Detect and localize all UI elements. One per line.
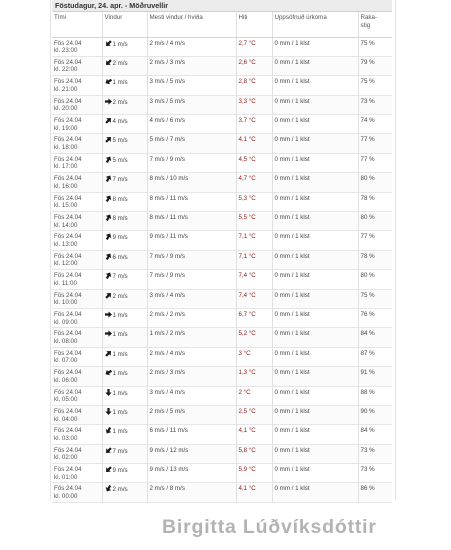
gust-cell: 7 m/s / 9 m/s [147, 270, 236, 289]
table-row [52, 308, 392, 327]
table-row [52, 95, 392, 114]
humidity-cell: 78 % [358, 192, 392, 211]
table-row [52, 367, 392, 386]
table-row [52, 231, 392, 250]
wind-direction-arrow-icon [103, 484, 113, 494]
precipitation-cell: 0 mm / 1 klst [272, 386, 358, 405]
time-cell: Fös 24.04 kl. 21:00 [54, 78, 82, 93]
precipitation-cell: 0 mm / 1 klst [272, 192, 358, 211]
humidity-cell: 80 % [358, 270, 392, 289]
table-row [52, 405, 392, 424]
gust-cell: 9 m/s / 13 m/s [147, 464, 236, 483]
wind-direction-arrow-icon [103, 213, 113, 223]
gust-cell: 8 m/s / 11 m/s [147, 192, 236, 211]
wind-cell [102, 173, 147, 192]
wind-direction-arrow-icon [103, 116, 113, 126]
humidity-cell: 78 % [358, 250, 392, 269]
humidity-cell: 91 % [358, 367, 392, 386]
wind-direction-arrow-icon [105, 98, 112, 105]
time-cell: Fös 24.04 kl. 05:00 [54, 388, 82, 404]
wind-speed-value: 4 m/s [112, 118, 128, 126]
gust-cell: 3 m/s / 5 m/s [147, 76, 236, 95]
gust-cell: 7 m/s / 9 m/s [147, 250, 236, 269]
wind-direction-arrow-icon [103, 38, 113, 48]
wind-direction-arrow-icon [103, 155, 113, 165]
temperature-cell: 5,2 °C [236, 328, 272, 347]
time-cell: Fös 24.04 kl. 18:00 [54, 136, 82, 152]
wind-cell [102, 328, 147, 347]
temperature-cell: 4,1 °C [236, 425, 272, 444]
time-cell: Fös 24.04 kl. 23:00 [54, 39, 82, 55]
gust-cell: 2 m/s / 3 m/s [147, 367, 236, 386]
wind-direction-arrow-icon [103, 232, 113, 242]
time-cell: Fös 24.04 kl. 03:00 [54, 427, 82, 442]
gust-cell: 9 m/s / 12 m/s [147, 444, 236, 463]
table-row [52, 483, 392, 502]
wind-cell [102, 95, 147, 114]
humidity-cell: 79 % [358, 56, 392, 75]
wind-cell [102, 405, 147, 424]
temperature-cell: 3,7 °C [236, 115, 272, 134]
wind-direction-arrow-icon [103, 271, 113, 281]
wind-direction-arrow-icon [103, 290, 113, 300]
station-title-bar [52, 0, 392, 12]
wind-cell [102, 386, 147, 405]
time-cell: Fös 24.04 kl. 07:00 [54, 349, 82, 365]
table-row [52, 173, 392, 192]
wind-speed-value: 2 m/s [112, 59, 128, 67]
temperature-cell: 5,3 °C [236, 192, 272, 211]
humidity-cell: 74 % [358, 115, 392, 134]
table-row [52, 115, 392, 134]
wind-speed-value: 8 m/s [112, 195, 128, 203]
wind-speed-value: 1 m/s [112, 428, 128, 436]
wind-speed-value: 9 m/s [112, 234, 128, 242]
gust-cell: 8 m/s / 11 m/s [147, 212, 236, 231]
gust-cell: 2 m/s / 5 m/s [147, 405, 236, 424]
precipitation-cell: 0 mm / 1 klst [272, 76, 358, 95]
wind-direction-arrow-icon [105, 408, 112, 415]
wind-cell [102, 289, 147, 308]
humidity-cell: 90 % [358, 405, 392, 424]
humidity-cell: 84 % [358, 425, 392, 444]
humidity-cell: 88 % [358, 386, 392, 405]
wind-cell [102, 192, 147, 211]
humidity-cell: 87 % [358, 347, 392, 366]
precipitation-cell: 0 mm / 1 klst [272, 328, 358, 347]
humidity-cell: 80 % [358, 212, 392, 231]
wind-direction-arrow-icon [103, 57, 113, 67]
wind-speed-value: 5 m/s [112, 137, 128, 145]
temperature-cell: 4,1 °C [236, 483, 272, 502]
gust-cell: 2 m/s / 4 m/s [147, 37, 236, 56]
time-cell: Fös 24.04 kl. 17:00 [54, 155, 82, 171]
temperature-cell: 2,6 °C [236, 56, 272, 75]
precipitation-cell: 0 mm / 1 klst [272, 37, 358, 56]
temperature-cell: 4,1 °C [236, 134, 272, 153]
precipitation-cell: 0 mm / 1 klst [272, 308, 358, 327]
humidity-cell: 75 % [358, 37, 392, 56]
wind-direction-arrow-icon [103, 426, 113, 436]
precipitation-cell: 0 mm / 1 klst [272, 134, 358, 153]
wind-speed-value: 1 m/s [112, 350, 128, 358]
wind-cell [102, 153, 147, 172]
wind-speed-value: 7 m/s [112, 273, 128, 281]
watermark-author: Birgitta Lúðvíksdóttir [162, 516, 377, 538]
precipitation-cell: 0 mm / 1 klst [272, 56, 358, 75]
table-row [52, 270, 392, 289]
wind-speed-value: 1 m/s [112, 79, 128, 87]
table-row [52, 76, 392, 95]
wind-speed-value: 7 m/s [112, 176, 128, 184]
table-row [52, 56, 392, 75]
precipitation-cell: 0 mm / 1 klst [272, 212, 358, 231]
time-cell: Fös 24.04 kl. 14:00 [54, 214, 82, 229]
wind-cell [102, 347, 147, 366]
wind-direction-arrow-icon [103, 348, 113, 358]
time-cell: Fös 24.04 kl. 10:00 [54, 291, 82, 307]
precipitation-cell: 0 mm / 1 klst [272, 444, 358, 463]
time-cell: Fös 24.04 kl. 13:00 [54, 233, 82, 248]
temperature-cell: 4,7 °C [236, 173, 272, 192]
wind-speed-value: 2 m/s [112, 98, 128, 106]
wind-speed-value: 1 m/s [112, 40, 128, 48]
time-cell: Fös 24.04 kl. 06:00 [54, 369, 82, 384]
wind-speed-value: 1 m/s [112, 389, 128, 397]
header-humidity: Raka- stig [358, 12, 392, 37]
gust-cell: 3 m/s / 4 m/s [147, 289, 236, 308]
wind-direction-arrow-icon [103, 252, 113, 262]
wind-cell [102, 444, 147, 463]
table-row [52, 464, 392, 483]
gust-cell: 8 m/s / 10 m/s [147, 173, 236, 192]
gust-cell: 2 m/s / 3 m/s [147, 56, 236, 75]
gust-cell: 2 m/s / 2 m/s [147, 308, 236, 327]
humidity-cell: 76 % [358, 308, 392, 327]
wind-direction-arrow-icon [105, 389, 112, 396]
gust-cell: 5 m/s / 7 m/s [147, 134, 236, 153]
temperature-cell: 2 °C [236, 386, 272, 405]
precipitation-cell: 0 mm / 1 klst [272, 231, 358, 250]
header-gust: Mesti vindur / hviða [147, 12, 236, 37]
wind-direction-arrow-icon [103, 174, 113, 184]
time-cell: Fös 24.04 kl. 22:00 [54, 58, 82, 74]
wind-speed-value: 2 m/s [112, 292, 128, 300]
temperature-cell: 5,5 °C [236, 212, 272, 231]
wind-cell [102, 367, 147, 386]
temperature-cell: 7,4 °C [236, 270, 272, 289]
wind-speed-value: 1 m/s [112, 370, 128, 378]
temperature-cell: 2,7 °C [236, 37, 272, 56]
temperature-cell: 3,3 °C [236, 95, 272, 114]
time-cell: Fös 24.04 kl. 09:00 [54, 310, 82, 326]
time-cell: Fös 24.04 kl. 11:00 [54, 272, 82, 287]
precipitation-cell: 0 mm / 1 klst [272, 425, 358, 444]
temperature-cell: 2,5 °C [236, 405, 272, 424]
precipitation-cell: 0 mm / 1 klst [272, 483, 358, 502]
temperature-cell: 5,9 °C [236, 464, 272, 483]
wind-speed-value: 1 m/s [112, 311, 128, 319]
wind-cell [102, 231, 147, 250]
wind-speed-value: 8 m/s [112, 215, 128, 223]
precipitation-cell: 0 mm / 1 klst [272, 270, 358, 289]
precipitation-cell: 0 mm / 1 klst [272, 95, 358, 114]
temperature-cell: 5,8 °C [236, 444, 272, 463]
temperature-cell: 6,7 °C [236, 308, 272, 327]
table-row [52, 444, 392, 463]
table-row [52, 192, 392, 211]
wind-direction-arrow-icon [105, 311, 112, 318]
wind-cell [102, 425, 147, 444]
humidity-cell: 77 % [358, 134, 392, 153]
wind-cell [102, 250, 147, 269]
time-cell: Fös 24.04 kl. 00:00 [54, 485, 82, 501]
gust-cell: 3 m/s / 4 m/s [147, 386, 236, 405]
precipitation-cell: 0 mm / 1 klst [272, 250, 358, 269]
table-row [52, 212, 392, 231]
gust-cell: 2 m/s / 4 m/s [147, 347, 236, 366]
precipitation-cell: 0 mm / 1 klst [272, 405, 358, 424]
table-row [52, 328, 392, 347]
wind-speed-value: 7 m/s [112, 447, 128, 455]
wind-speed-value: 9 m/s [112, 467, 128, 475]
table-row [52, 37, 392, 56]
gust-cell: 4 m/s / 6 m/s [147, 115, 236, 134]
gust-cell: 3 m/s / 5 m/s [147, 95, 236, 114]
humidity-cell: 86 % [358, 483, 392, 502]
temperature-cell: 7,1 °C [236, 231, 272, 250]
humidity-cell: 75 % [358, 289, 392, 308]
gust-cell: 9 m/s / 11 m/s [147, 231, 236, 250]
gust-cell: 1 m/s / 2 m/s [147, 328, 236, 347]
table-header-row [52, 12, 392, 37]
precipitation-cell: 0 mm / 1 klst [272, 367, 358, 386]
wind-cell [102, 483, 147, 502]
time-cell: Fös 24.04 kl. 19:00 [54, 117, 82, 132]
humidity-cell: 73 % [358, 444, 392, 463]
table-row [52, 425, 392, 444]
time-cell: Fös 24.04 kl. 12:00 [54, 252, 82, 268]
table-row [52, 134, 392, 153]
temperature-cell: 4,5 °C [236, 153, 272, 172]
table-row [52, 153, 392, 172]
table-row [52, 347, 392, 366]
gust-cell: 7 m/s / 9 m/s [147, 153, 236, 172]
wind-cell [102, 134, 147, 153]
wind-direction-arrow-icon [105, 330, 112, 337]
gust-cell: 2 m/s / 8 m/s [147, 483, 236, 502]
weather-observation-card [52, 0, 392, 503]
table-row [52, 289, 392, 308]
wind-cell [102, 115, 147, 134]
wind-direction-arrow-icon [103, 445, 113, 455]
temperature-cell: 3 °C [236, 347, 272, 366]
table-row [52, 386, 392, 405]
humidity-cell: 73 % [358, 464, 392, 483]
precipitation-cell: 0 mm / 1 klst [272, 464, 358, 483]
time-cell: Fös 24.04 kl. 01:00 [54, 466, 82, 481]
wind-cell [102, 308, 147, 327]
wind-speed-value: 2 m/s [112, 486, 128, 494]
humidity-cell: 77 % [358, 153, 392, 172]
table-row [52, 250, 392, 269]
observation-table [52, 12, 392, 503]
humidity-cell: 77 % [358, 231, 392, 250]
wind-direction-arrow-icon [103, 135, 113, 145]
precipitation-cell: 0 mm / 1 klst [272, 289, 358, 308]
wind-direction-arrow-icon [103, 368, 113, 378]
wind-direction-arrow-icon [103, 77, 113, 87]
wind-cell [102, 212, 147, 231]
wind-speed-value: 5 m/s [112, 156, 128, 164]
header-wind: Vindur [102, 12, 147, 37]
wind-cell [102, 76, 147, 95]
wind-speed-value: 6 m/s [112, 253, 128, 261]
wind-direction-arrow-icon [103, 465, 113, 475]
time-cell: Fös 24.04 kl. 04:00 [54, 407, 82, 423]
temperature-cell: 7,4 °C [236, 289, 272, 308]
wind-direction-arrow-icon [103, 193, 113, 203]
time-cell: Fös 24.04 kl. 02:00 [54, 446, 82, 462]
time-cell: Fös 24.04 kl. 08:00 [54, 330, 82, 345]
humidity-cell: 75 % [358, 76, 392, 95]
humidity-cell: 84 % [358, 328, 392, 347]
time-cell: Fös 24.04 kl. 20:00 [54, 97, 82, 113]
humidity-cell: 73 % [358, 95, 392, 114]
wind-speed-value: 1 m/s [112, 408, 128, 416]
time-cell: Fös 24.04 kl. 16:00 [54, 175, 82, 190]
precipitation-cell: 0 mm / 1 klst [272, 347, 358, 366]
temperature-cell: 7,1 °C [236, 250, 272, 269]
wind-cell [102, 56, 147, 75]
precipitation-cell: 0 mm / 1 klst [272, 173, 358, 192]
wind-cell [102, 464, 147, 483]
station-title: Föstudagur, 24. apr. - Möðruvellir [55, 1, 169, 10]
precipitation-cell: 0 mm / 1 klst [272, 153, 358, 172]
time-cell: Fös 24.04 kl. 15:00 [54, 194, 82, 210]
temperature-cell: 1,3 °C [236, 367, 272, 386]
wind-speed-value: 1 m/s [112, 331, 128, 339]
header-time: Tími [52, 12, 102, 37]
wind-cell [102, 270, 147, 289]
header-temperature: Hiti [236, 12, 272, 37]
gust-cell: 6 m/s / 11 m/s [147, 425, 236, 444]
header-precipitation: Uppsöfnuð úrkoma [272, 12, 358, 37]
wind-cell [102, 37, 147, 56]
precipitation-cell: 0 mm / 1 klst [272, 115, 358, 134]
temperature-cell: 2,8 °C [236, 76, 272, 95]
humidity-cell: 80 % [358, 173, 392, 192]
